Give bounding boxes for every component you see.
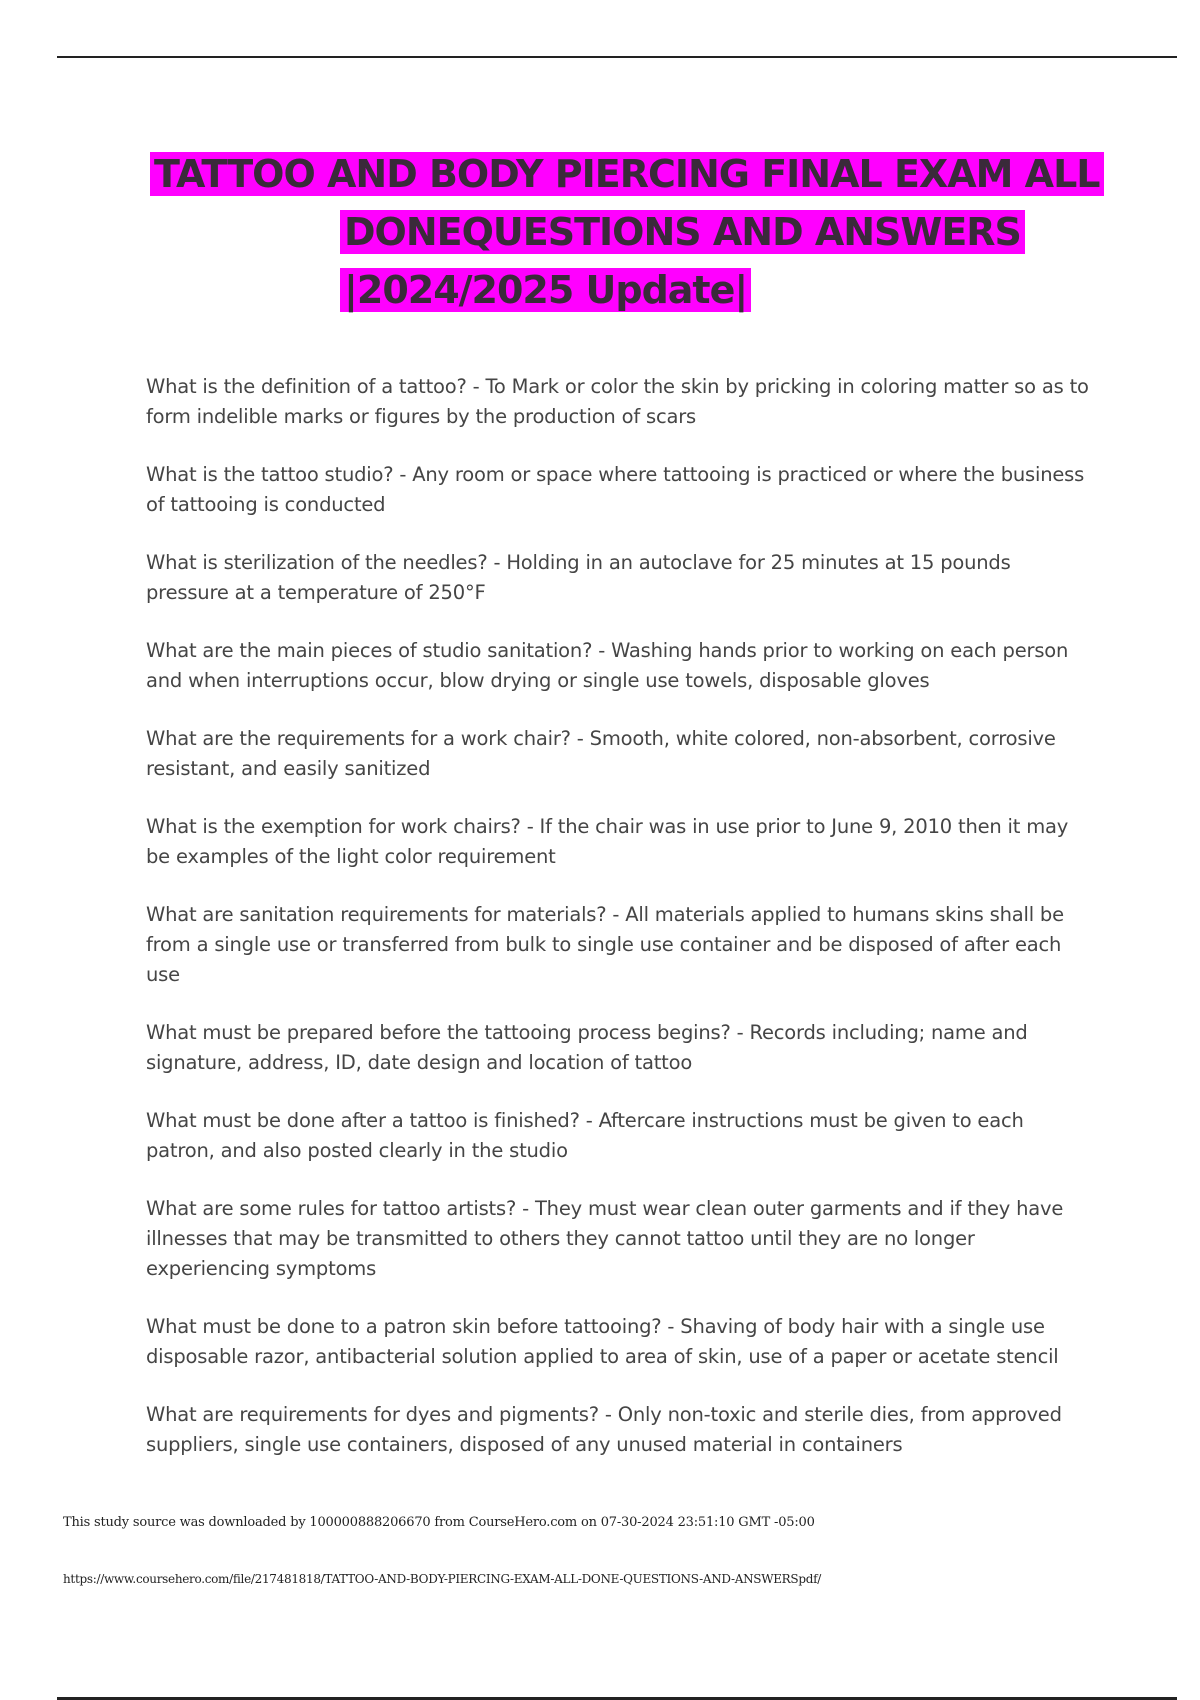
qa-item: What is sterilization of the needles? - Holding in an autoclave for 25 minutes at 15 pounds pressure at a temperature of 250°F: [146, 551, 1011, 604]
title-line-2: DONEQUESTIONS AND ANSWERS: [150, 203, 1090, 261]
qa-item: What are the requirements for a work chair? - Smooth, white colored, non-absorbent, corrosive resistant, and easily sanitized: [146, 727, 1056, 780]
qa-item: What are sanitation requirements for materials? - All materials applied to humans skins shall be from a single use or transferred from bulk to single use container and be disposed of after each use: [146, 903, 1064, 986]
qa-item: What are requirements for dyes and pigments? - Only non-toxic and sterile dies, from approved suppliers, single use containers, disposed of any unused material in containers: [146, 1403, 1062, 1456]
qa-item: What are some rules for tattoo artists? - They must wear clean outer garments and if they have illnesses that may be transmitted to others they cannot tattoo until they are no longer experiencing symptoms: [146, 1197, 1064, 1280]
title-line-1: TATTOO AND BODY PIERCING FINAL EXAM ALL: [150, 145, 1090, 203]
document-title: [150, 145, 1100, 319]
qa-item: What is the tattoo studio? - Any room or space where tattooing is practiced or where the business of tattooing is conducted: [146, 463, 1085, 516]
qa-item: What are the main pieces of studio sanitation? - Washing hands prior to working on each person and when interruptions occur, blow drying or single use towels, disposable gloves: [146, 639, 1069, 692]
qa-item: What is the exemption for work chairs? - If the chair was in use prior to June 9, 2010 then it may be examples of the light color requirement: [146, 815, 1069, 868]
source-url[interactable]: https://www.coursehero.com/file/217481818/TATTOO-AND-BODY-PIERCING-EXAM-ALL-DONE-QUESTIONS-AND-ANSWERSpdf/: [63, 1572, 821, 1586]
qa-item: What must be prepared before the tattooing process begins? - Records including; name and signature, address, ID, date design and location of tattoo: [146, 1021, 1028, 1074]
qa-item: What must be done to a patron skin before tattooing? - Shaving of body hair with a single use disposable razor, antibacterial solution applied to area of skin, use of a paper or acetate stencil: [146, 1315, 1059, 1368]
qa-list: [146, 372, 1091, 1488]
title-line-3: |2024/2025 Update|: [150, 261, 1090, 319]
top-rule: [57, 56, 1177, 58]
qa-item: What is the definition of a tattoo? - To Mark or color the skin by pricking in coloring matter so as to form indelible marks or figures by the production of scars: [146, 375, 1089, 428]
download-source-note: This study source was downloaded by 100000888206670 from CourseHero.com on 07-30-2024 23:51:10 GMT -05:00: [63, 1515, 815, 1530]
qa-item: What must be done after a tattoo is finished? - Aftercare instructions must be given to each patron, and also posted clearly in the studio: [146, 1109, 1024, 1162]
